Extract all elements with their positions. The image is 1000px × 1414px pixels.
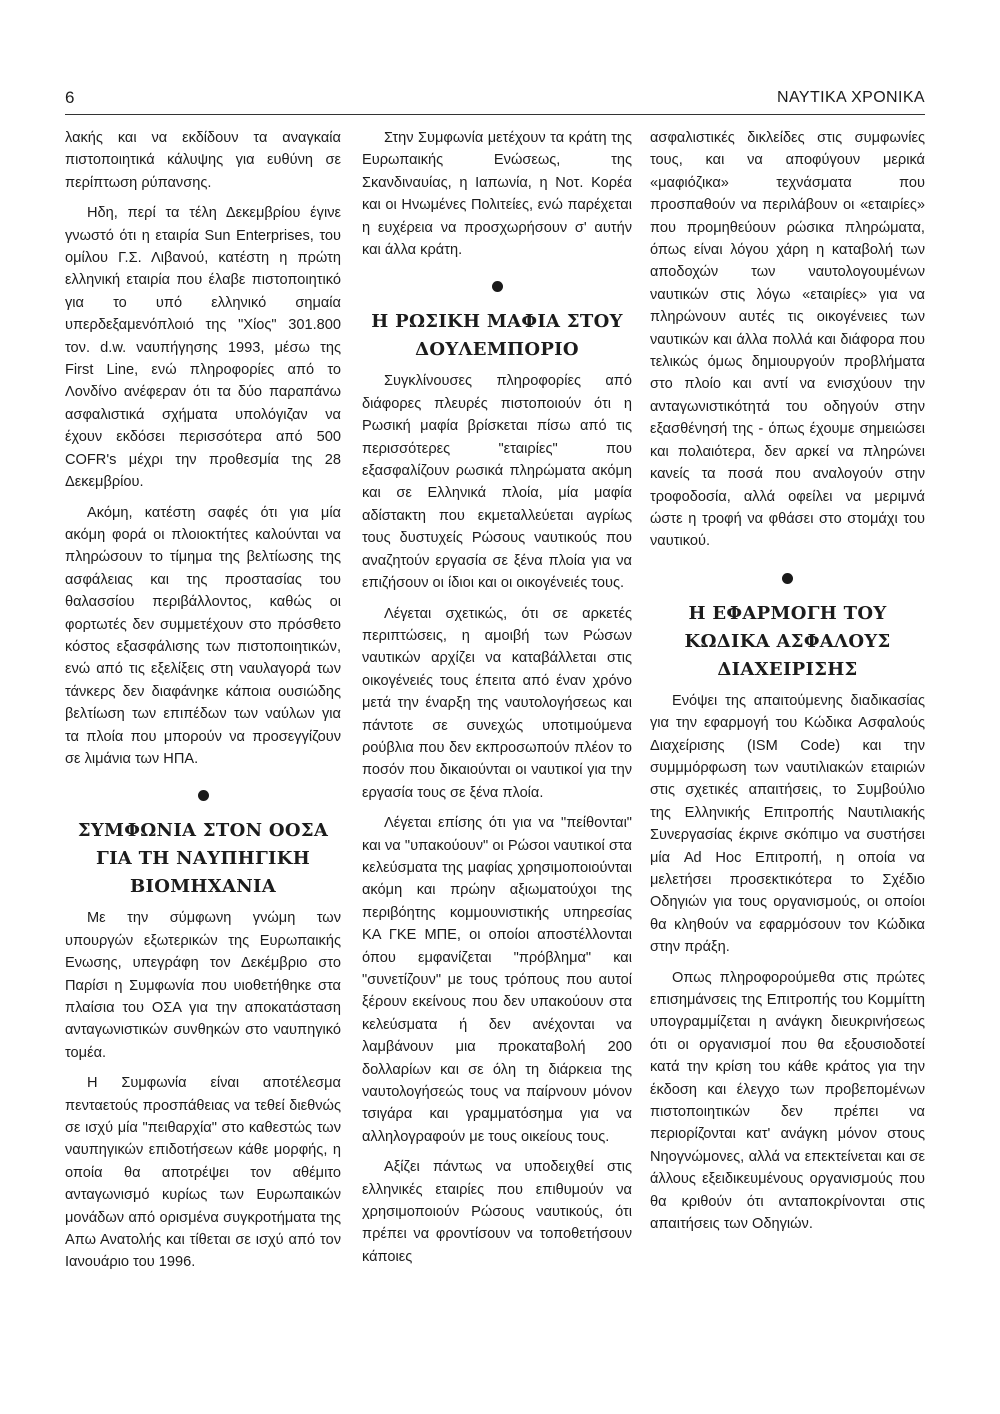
section-heading <box>650 600 925 684</box>
paragraph: λακής και να εκδίδουν τα αναγκαία πιστοποιητικά κάλυψης για ευθύνη σε περίπτωση ρύπανσης. <box>65 130 341 191</box>
heading-line: Η ΕΦΑΡΜΟΓΗ ΤΟΥ <box>688 602 887 624</box>
paragraph: ασφαλιστικές δικλείδες στις συμφωνίες τους, και να αποφύγουν μερικά «μαφιόζικα» τεχνάσματα που προσπαθούν να περιλάβουν οι «εταιρίες» που προμηθεύουν ρώσικα πληρώματα, όπως είναι λόγου χάρη η καταβολή των αποδοχών των ναυτολογουμένων ναυτικών στις λόγω «εταιρίες» για να πληρώνουν αυτές τις οικογένειες των ναυτικών και άλλα πολλά και διάφορα που τελικώς όμως δημιουργούν προβλήματα στο πλοίο και αντί να ενισχύουν την ανταγωνιστικότητά του οδηγούν στην εξασθένησή της - όπως έχουμε σημειώσει και πολαιότερα, δεν αρκεί να πληρώνει κανείς τα ποσά που αναλογούν στην τροφοδοσία, αλλά οφείλει να μεριμνά ώστε η τροφή να φθάσει στο στομάχι του ναυτικού. <box>650 130 925 550</box>
heading-line: ΣΥΜΦΩΝΙΑ ΣΤΟΝ ΟΟΣΑ <box>77 820 329 842</box>
paragraph: Με την σύμφωνη γνώμη των υπουργών εξωτερικών της Ευρωπαικής Ενωσης, υπεγράφη τον Δεκέμβριο στο Παρίσι η Συμφωνία που υιοθετήθηκε στα πλαίσια του ΟΣΑ για την αποκατάσταση ανταγωνιστικών συνθηκών στο ναυπηγικό τομέα. <box>65 910 341 1061</box>
page-header <box>65 88 925 116</box>
paragraph: Συγκλίνουσες πληροφορίες από διάφορες πλευρές πιστοποιούν ότι η Ρωσική μαφία βρίσκεται πίσω από τις περισσότερες "εταιρίες" που εξασφαλίζουν ρωσικά πληρώματα ακόμη και σε Ελληνικά πλοία, μία μαφία αδίστακτη που εκμεταλλεύεται αγρίως τους δυστυχείς Ρώσους ναυτικούς που αναζητούν εργασία σε ξένα πλοία για να επιζήσουν οι ίδιοι και οι οικογένειές τους. <box>362 373 632 592</box>
column-2 <box>362 127 632 1276</box>
heading-line: ΔΙΑΧΕΙΡΙΣΗΣ <box>717 658 858 680</box>
section-heading <box>362 308 632 364</box>
column-1 <box>65 127 341 1282</box>
column-3 <box>650 127 925 1243</box>
section-bullet <box>782 573 793 584</box>
paragraph: Λέγεται επίσης ότι για να "πείθονται" και να "υπακούουν" οι Ρώσοι ναυτικοί στα κελεύσματα της μαφίας χρησιμοποιούνται ακόμη και πρώην αξιωματούχοι της περιβόητης κομμουνιστικής υπηρεσίας ΚΑ ΓΚΕ ΜΠΕ, οι οποίοι αποστέλλονται όπου εμφανίζεται "πρόβλημα" και "συνετίζουν" με τους τρόπους που αυτοί ξέρουν εκείνους που δεν υπακούουν στα κελεύσματα ή δεν ανέχονται να λαμβάνουν μια προκαταβολή 200 δολλαρίων και σε όλη τη διάρκεια της ναυτολογήσεώς τους να παίρνουν μόνον τσιγάρα και γραμματόσημα για να αλληλογραφούν με τους οικείους τους. <box>362 815 632 1145</box>
page-number: 6 <box>65 88 75 107</box>
heading-line: ΒΙΟΜΗΧΑΝΙΑ <box>129 876 276 898</box>
header-rule <box>65 114 925 115</box>
heading-line: ΔΟΥΛΕΜΠΟΡΙΟ <box>415 339 579 361</box>
paragraph: Ενόψει της απαιτούμενης διαδικασίας για την εφαρμογή του Κώδικα Ασφαλούς Διαχείρισης (ISM Code) και την συμμμόρφωση των ναυτιλιακών εταιριών στις σχετικές απαιτήσεις, το Συμβούλιο της Ελληνικής Επιτροπής Ναυτιλιακής Συνεργασίας έκρινε σκόπιμο να συστήσει μία Ad Hoc Επιτροπή, η οποία να μελετήσει προσεκτικότερα το Σχέδιο Οδηγιών για τους οργανισμούς, οι οποίοι θα κληθούν να εφαρμόσουν τον Κώδικα στην πράξη. <box>650 692 925 956</box>
section-heading <box>65 817 341 901</box>
paragraph: Οπως πληροφορούμεθα στις πρώτες επισημάνσεις της Επιτροπής του Κομμίττη υπογραμμίζεται η ανάγκη διευκρινήσεως ότι οι οργανισμοί που θα εξουσιοδοτεί κατά την κρίση του κάθε κράτος για την έκδοση και έλεγχο των προβεπομένων πιστοποιητικών δεν πρέπει να περιορίζονται κατ' ανάγκη μόνον στους Νηογνώμονες, αλλά να επεκτείνεται και σε άλλους εξειδικευμένους οργανισμούς που θα κριθούν ότι ανταποκρίνονται στις απαιτήσεις των Οδηγιών. <box>650 969 925 1233</box>
paragraph: Ακόμη, κατέστη σαφές ότι για μία ακόμη φορά οι πλοιοκτήτες καλούνται να πληρώσουν το τίμημα της βελτίωσης της ασφάλειας και της προστασίας του θαλασσίου περιβάλλοντος, καθώς οι φορτωτές δεν συμμετέχουν στο πρόσθετο κόστος εξασφάλισης των πιστοποιητικών, ενώ από τις εξελίξεις στη ναυλαγορά των τάνκερς δεν διαφάνηκε κάποια ουσιώδης βελτίωση των επιπέδων των ναύλων για τα πλοία που μπορούν να προσεγγίζουν σε λιμάνια των ΗΠΑ. <box>65 504 341 767</box>
section-bullet <box>198 790 209 801</box>
paragraph: Στην Συμφωνία μετέχουν τα κράτη της Ευρωπαικής Ενώσεως, της Σκανδιναυίας, η Ιαπωνία, η Νοτ. Κορέα και οι Ηνωμένες Πολιτείες, ενώ παρέχεται η ευχέρεια να προσχωρήσουν σ' αυτήν και άλλα κράτη. <box>362 130 632 259</box>
heading-line: Η ΡΩΣΙΚΗ ΜΑΦΙΑ ΣΤΟΥ <box>371 311 623 333</box>
paragraph: Η Συμφωνία είναι αποτέλεσμα πενταετούς προσπάθειας να τεθεί διεθνώς σε ισχύ μία "πειθαρχία" στο καθεστώς των ναυπηγικών επιδοτήσεων κάθε μορφής, η οποία θα αποτρέψει τον αθέμιτο ανταγωνισμό κυρίως των Ευρωπαικών μονάδων από ορισμένα συγκροτήματα της Απω Ανατολής και τίθεται σε ισχύ από τον Ιανουάριο του 1996. <box>65 1075 341 1271</box>
heading-line: ΓΙΑ ΤΗ ΝΑΥΠΗΓΙΚΗ <box>95 848 311 870</box>
running-title: ΝΑΥΤΙΚΑ ΧΡΟΝΙΚΑ <box>777 89 925 106</box>
paragraph: Ηδη, περί τα τέλη Δεκεμβρίου έγινε γνωστό ότι η εταιρία Sun Enterprises, του ομίλου Γ.Σ. Λιβανού, κατέστη η πρώτη ελληνική εταιρία που έλαβε πιστοποιητικό για το υπό ελληνικό σημαία υπερδεξαμενόπλοιό της "Χίος" 301.800 τον. d.w. ναυπήγησης 1993, μέσω της First Line, ενώ πληροφορίες από το Λονδίνο ανέφεραν ότι τα δύο παραπάνω ασφαλιστικά σχήματα υπολόγιζαν να έχουν εκδόσει περισσότερα από 500 COFR's μέχρι την προθεσμία της 28 Δεκεμβρίου. <box>65 205 341 491</box>
paragraph: Λέγεται σχετικώς, ότι σε αρκετές περιπτώσεις, η αμοιβή των Ρώσων ναυτικών αρχίζει να καταβάλλεται στις οικογένειές τους έπειτα από έναν χρόνο μετά την έναρξη της ναυτολογήσεως και πάντοτε σε συνεχώς υποτιμούμενα ρούβλια που δεν εκπροσωπούν πλέον το ποσόν που δικαιούνται οι ναυτικοί για την εργασία τους σε ξένα πλοία. <box>362 605 632 801</box>
paragraph: Αξίζει πάντως να υποδειχθεί στις ελληνικές εταιρίες που επιθυμούν να χρησιμοποιούν Ρώσους ναυτικούς, ότι πρέπει να φροντίσουν να τοποθετήσουν κάποιες <box>362 1159 632 1265</box>
heading-line: ΚΩΔΙΚΑ ΑΣΦΑΛΟΥΣ <box>684 630 891 652</box>
section-bullet <box>492 281 503 292</box>
